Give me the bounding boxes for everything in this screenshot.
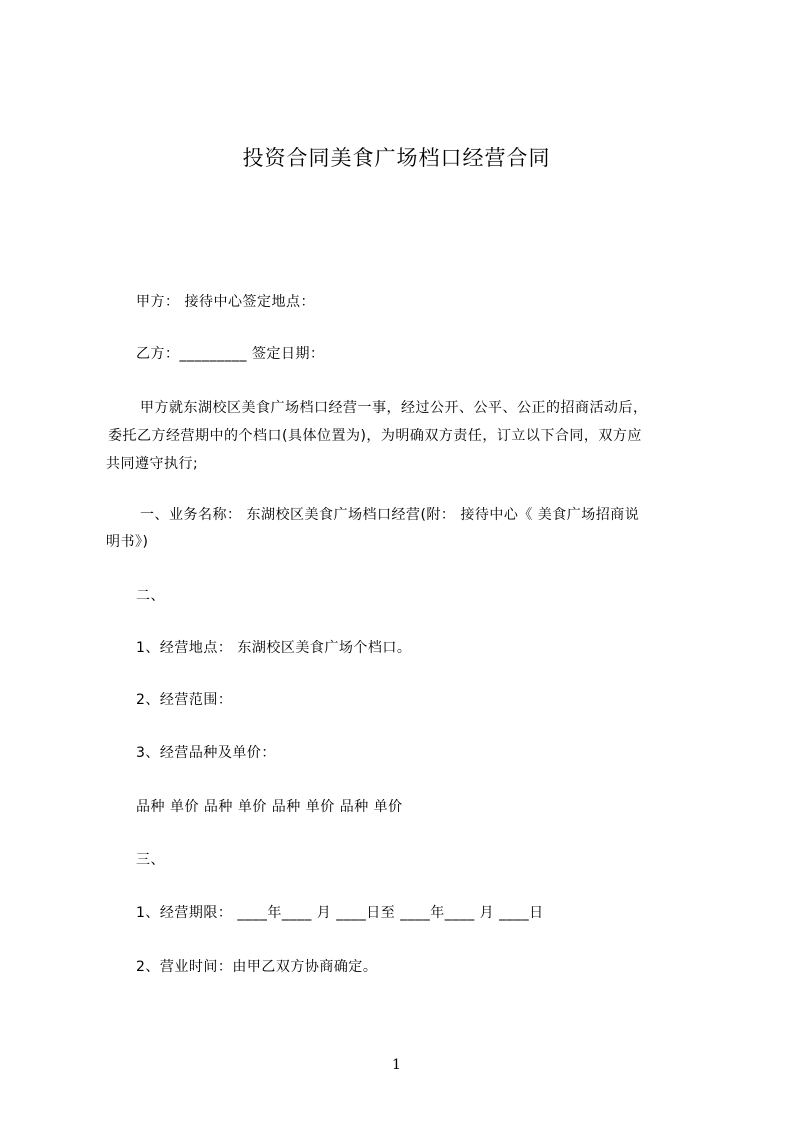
party-a-line: 甲方： 接待中心签定地点：: [136, 294, 315, 310]
business-varieties-item: 3、经营品种及单价：: [136, 745, 276, 761]
varieties-price-header: 品种 单价 品种 单价 品种 单价 品种 单价: [136, 799, 403, 815]
document-title: 投资合同美食广场档口经营合同: [242, 146, 551, 170]
section-1-line-1: 一、业务名称： 东湖校区美食广场档口经营(附： 接待中心《 美食广场招商说: [140, 507, 640, 523]
business-scope-item: 2、经营范围：: [136, 692, 233, 708]
intro-paragraph-line-1: 甲方就东湖校区美食广场档口经营一事，经过公开、公平、公正的招商活动后，: [140, 400, 648, 416]
intro-paragraph-line-3: 共同遵守执行;: [106, 456, 199, 472]
page-number: 1: [392, 1057, 401, 1073]
section-3-heading: 三、: [136, 852, 165, 868]
party-b-line: 乙方：_________ 签定日期：: [136, 346, 325, 362]
business-location-item: 1、经营地点： 东湖校区美食广场个档口。: [136, 640, 412, 656]
business-hours-item: 2、营业时间：由甲乙双方协商确定。: [136, 959, 378, 975]
section-2-heading: 二、: [136, 588, 165, 604]
business-term-item: 1、经营期限： ____年____ 月 ____日至 ____年____ 月 ____日: [136, 905, 544, 921]
section-1-line-2: 明书》): [106, 534, 149, 550]
intro-paragraph-line-2: 委托乙方经营期中的个档口(具体位置为)，为明确双方责任，订立以下合同，双方应: [108, 428, 642, 444]
